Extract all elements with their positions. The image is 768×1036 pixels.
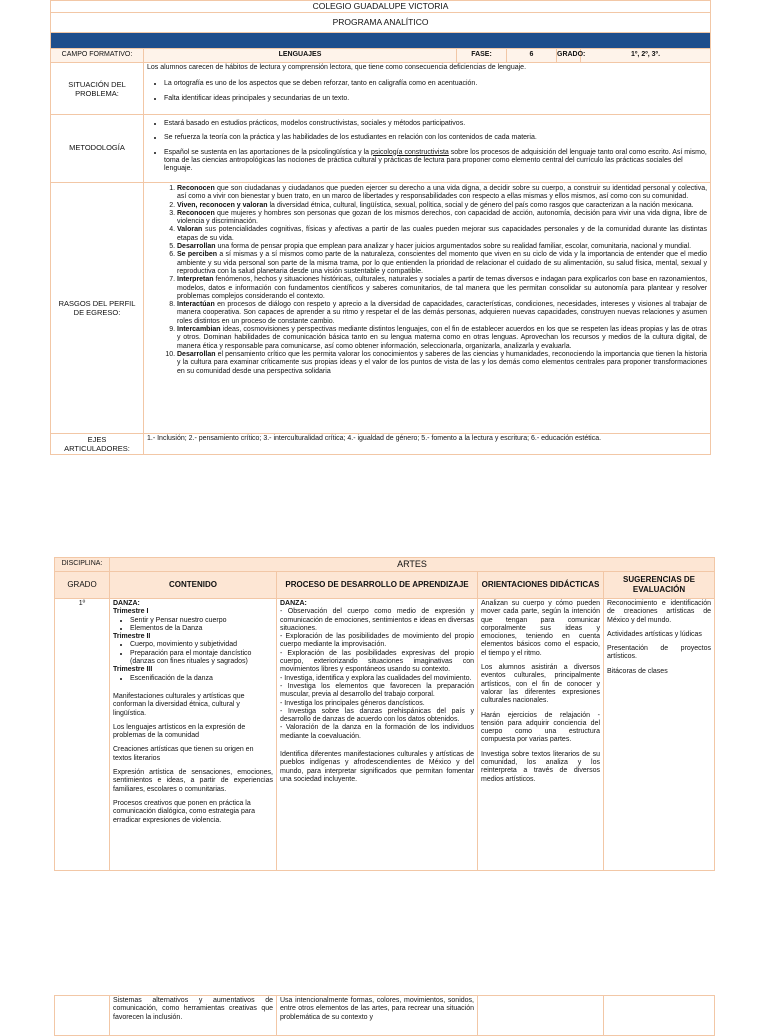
- contenido-para: Manifestaciones culturales y artísticas que conforman la diversidad étnica, cultural y lingüística.: [113, 692, 245, 717]
- rasgo-item: 10. Desarrollan el pensamiento crítico que les permita valorar los conocimientos y saberes de las ciencias y humanidades, reconociendo la importancia que tienen la historia y la cultura para examinar críticamente sus propias ideas y el valor de los puntos de vista de las y los demás como elementos centrales para proponer transformaciones en su comunidad desde una perspectiva solidaria: [177, 351, 707, 376]
- orientaciones-cell: [478, 996, 604, 1036]
- rasgos-label: RASGOS DEL PERFIL DE EGRESO:: [51, 183, 144, 434]
- rasgos-list: [147, 185, 707, 376]
- rasgo-item: 2. Viven, reconocen y valoran la diversidad étnica, cultural, lingüística, sexual, política, social y de género del país como rasgos que caracterizan a la nación mexicana.: [177, 202, 707, 210]
- proceso-item: - Investiga los elementos que favorecen la preparación muscular, previa al desarrollo del trabajo corporal.: [280, 682, 474, 699]
- evaluacion-cell: [604, 996, 715, 1036]
- header-contenido: CONTENIDO: [110, 572, 277, 599]
- contenido-item: • Preparación para el montaje dancístico (danzas con fines rituales y sagrados): [130, 650, 273, 667]
- proceso-item: - Exploración de las posibilidades expresivas del propio cuerpo, exteriorizando situaciones imaginativas con movimientos libres y espontáneos usando su contexto.: [280, 649, 474, 674]
- contenido-para: Los lenguajes artísticos en la expresión de problemas de la comunidad: [113, 723, 246, 740]
- contenido-cell: DANZA: Trimestre I • Sentir y Pensar nuestro cuerpo • Elementos de la Danza Trimestre II • Cuerpo, movimiento y subjetividad • Preparación para el montaje dancístico (danzas con fines rituales y sagrados) Trimestre III • Escenificación de la danza Manifestaciones culturales y artísticas que conforman la diversidad étnica, cultural y lingüística. Los lenguajes artísticos en la expresión de problemas de la comunidad Creaciones artísticas que tienen su origen en textos literarios Expresión artística de sensaciones, emociones, sentimientos e ideas, a partir de experiencias familiares, escolares o comunitarias. Procesos creativos que ponen en práctica la comunicación dialógica, como estrategia para erradicar expresiones de violencia.: [110, 599, 277, 871]
- rasgo-item: 7. Interpretan fenómenos, hechos y situaciones históricas, culturales, naturales y sociales a partir de temas diversos e indagan para explicarlos con base en razonamientos, modelos, datos e información con fundamentos científicos y saberes comunitarios, de tal manera que les permitan consolidar su autonomía para plantear y resolver problemas complejos considerando el contexto.: [177, 276, 707, 301]
- evaluacion-item: Actividades artísticas y lúdicas: [607, 630, 702, 638]
- rasgo-item: 8. Interactúan en procesos de diálogo con respeto y aprecio a la diversidad de capacidades, características, condiciones, necesidades, intereses y visiones al trabajar de manera cooperativa. Son capaces de aprender a su ritmo y respetar el de las demás personas, adquieren nuevas capacidades, construyen nuevas relaciones y asumen roles distintos en un proceso de constante cambio.: [177, 301, 707, 326]
- header-orientaciones: ORIENTACIONES DIDÁCTICAS: [478, 572, 604, 599]
- proceso-item: - Observación del cuerpo como medio de expresión y comunicación de emociones, sentimientos e ideas en diversas situaciones.: [280, 608, 474, 632]
- proceso-cell: DANZA: - Observación del cuerpo como medio de expresión y comunicación de emociones, sentimientos e ideas en diversas situaciones. - Exploración de las posibilidades de movimiento del propio cuerpo mediante la improvisación. - Exploración de las posibilidades expresivas del propio cuerpo, exteriorizando situaciones imaginativas con movimientos libres y espontáneos usando su contexto. - Investiga, identifica y explora las cualidades del movimiento. - Investiga los elementos que favorecen la preparación muscular, previa al desarrollo del trabajo corporal. - Investiga los principales géneros dancísticos. - Investiga sobre las danzas prehispánicas del país y desarrollo de danzas de acuerdo con los datos obtenidos. - Valoración de la danza en la formación de los individuos mediante la coevaluación. Identifica diferentes manifestaciones culturales y artísticas de pueblos indígenas y afrodescendientes de México y del mundo, para interpretar significados que permitan fomentar una sociedad incluyente.: [277, 599, 478, 871]
- rasgos-content: [144, 183, 711, 434]
- rasgo-item: 6. Se perciben a sí mismas y a sí mismos como parte de la naturaleza, conscientes del momento que viven en su ciclo de vida y la importancia de entender que el medio ambiente y su vida personal son parte de la misma trama, por lo que entienden la prioridad de relacionar el cuidado de su alimentación, su salud física, mental, sexual y reproductiva con la salud planetaria desde una visión sustentable y compatible.: [177, 251, 707, 276]
- rasgo-item: 1. Reconocen que son ciudadanas y ciudadanos que pueden ejercer su derecho a una vida digna, a decidir sobre su cuerpo, a construir su identidad personal y colectiva, así como a vivir con bienestar y buen trato, en un marco de libertades y responsabilidades con respecto a ellas mismas y ellos mismos, así como con su comunidad.: [177, 185, 707, 202]
- orientacion-para: Los alumnos asistirán a diversos eventos culturales, principalmente artísticos, con el fin de conocer y valorar las diferentes expresiones culturales nacionales.: [481, 664, 600, 705]
- header-grado: GRADO: [55, 572, 110, 599]
- situacion-label: SITUACIÓN DEL PROBLEMA:: [51, 63, 144, 115]
- orientacion-para: Harán ejercicios de relajación - tensión para adquirir conciencia del cuerpo como una estructura compuesta por varias partes.: [481, 711, 600, 744]
- situacion-bullet: • La ortografía es uno de los aspectos que se deben reforzar, tanto en caligrafía como en acentuación.: [164, 80, 707, 88]
- proceso-item: - Investiga sobre las danzas prehispánicas del país y desarrollo de danzas de acuerdo con los datos obtenidos.: [280, 707, 474, 724]
- proceso-item: - Investiga los principales géneros dancísticos.: [280, 699, 425, 707]
- contenido-item: • Elementos de la Danza: [130, 625, 273, 633]
- campo-label: CAMPO FORMATIVO:: [51, 49, 144, 63]
- situacion-content: [144, 63, 711, 115]
- disciplina-label: DISCIPLINA:: [55, 558, 110, 572]
- proceso-cell: Usa intencionalmente formas, colores, movimientos, sonidos, entre otros elementos de las artes, para recrear una situación problemática de su contexto y: [277, 996, 478, 1036]
- evaluacion-cell: [604, 599, 715, 871]
- rasgo-item: 5. Desarrollan una forma de pensar propia que emplean para analizar y hacer juicios argumentados sobre su realidad familiar, escolar, comunitaria, nacional y mundial.: [177, 243, 707, 251]
- contenido-item: • Escenificación de la danza: [130, 675, 273, 683]
- header-evaluacion: SUGERENCIAS DE EVALUACIÓN: [604, 572, 715, 599]
- program-table: [50, 0, 711, 455]
- grado-cell: [55, 996, 110, 1036]
- header-proceso: PROCESO DE DESARROLLO DE APRENDIZAJE: [277, 572, 478, 599]
- evaluacion-item: Reconocimiento e identificación de creaciones artísticas de México y del mundo.: [607, 600, 712, 624]
- contenido-para: Creaciones artísticas que tienen su origen en textos literarios: [113, 746, 254, 762]
- evaluacion-item: Presentación de proyectos artísticos.: [607, 645, 712, 661]
- contenido-item: • Cuerpo, movimiento y subjetividad: [130, 641, 273, 649]
- ejes-value: 1.- Inclusión; 2.- pensamiento crítico; 3.- interculturalidad crítica; 4.- igualdad de género; 5.- fomento a la lectura y escritura; 6.- educación estética.: [144, 434, 711, 455]
- contenido-para: Expresión artística de sensaciones, emociones, sentimientos e ideas, a partir de experiencias familiares, escolares o comunitarias.: [113, 769, 273, 793]
- proceso-item: - Valoración de la danza en la formación de los individuos mediante la coevaluación.: [280, 724, 474, 740]
- rasgo-item: 4. Valoran sus potencialidades cognitivas, físicas y afectivas a partir de las cuales pueden mejorar sus capacidades personales y de la comunidad durante las distintas etapas de su vida.: [177, 226, 707, 243]
- contenido-cell: Sistemas alternativos y aumentativos de comunicación, como herramientas creativas que favorecen la inclusión.: [110, 996, 277, 1036]
- contenido-item: • Sentir y Pensar nuestro cuerpo: [130, 617, 273, 625]
- rasgo-item: 3. Reconocen que mujeres y hombres son personas que gozan de los mismos derechos, con capacidad de acción, autonomía, decisión para vivir una vida digna, libre de violencia y discriminación.: [177, 210, 707, 227]
- header-bar: [51, 33, 711, 49]
- orientaciones-cell: [478, 599, 604, 871]
- metodologia-bullet: • Estará basado en estudios prácticos, modelos constructivistas, sociales y métodos participativos.: [164, 120, 707, 128]
- metodologia-bullet: • Se refuerza la teoría con la práctica y las habilidades de los estudiantes en relación con los contenidos de cada materia.: [164, 134, 707, 142]
- proceso-extra: Identifica diferentes manifestaciones culturales y artísticas de pueblos indígenas y afrodescendientes de México y del mundo, para interpretar significados que permitan fomentar una sociedad incluyente.: [280, 751, 474, 783]
- grado-value: 1º, 2º, 3º.: [581, 49, 711, 63]
- disciplina-value: ARTES: [110, 558, 715, 572]
- grado-cell: 1º: [55, 599, 110, 871]
- metodologia-label: METODOLOGÍA: [51, 115, 144, 183]
- proceso-item: - Exploración de las posibilidades de movimiento del propio cuerpo mediante la improvisación.: [280, 633, 474, 649]
- evaluacion-item: Bitácoras de clases: [607, 667, 668, 675]
- orientacion-para: Investiga sobre textos literarios de su comunidad, los analiza y los reinterpreta a través de diversos medios artísticos.: [481, 750, 600, 783]
- situacion-intro: Los alumnos carecen de hábitos de lectura y comprensión lectora, que tiene como consecuencia deficiencias de lenguaje.: [147, 64, 527, 71]
- proceso-item: - Investiga, identifica y explora las cualidades del movimiento.: [280, 674, 472, 682]
- orientacion-para: Analizan su cuerpo y cómo pueden mover cada parte, según la intención que tengan para comunicar corporalmente sus ideas y emociones, teniendo en cuenta elementos básicos como el espacio, el tiempo y el ritmo.: [481, 600, 600, 657]
- rasgo-item: 9. Intercambian ideas, cosmovisiones y perspectivas mediante distintos lenguajes, con el fin de establecer acuerdos en los que se respeten las ideas propias y las de otras y otros. Dominan habilidades de comunicación básica tanto en su lengua materna como en otras lenguas. Aprovechan los recursos y medios de la cultura digital, de manera ética y responsable para comunicarse, así como obtener información, seleccionarla, organizarla, analizarla y evaluarla.: [177, 326, 707, 351]
- school-name: COLEGIO GUADALUPE VICTORIA: [51, 1, 711, 13]
- fase-value: 6: [507, 49, 557, 63]
- metodologia-content: [144, 115, 711, 183]
- fase-label: FASE:: [457, 49, 507, 63]
- situacion-bullet: • Falta identificar ideas principales y secundarias de un texto.: [164, 95, 707, 103]
- contenido-para: Procesos creativos que ponen en práctica la comunicación dialógica, como estrategia para erradicar expresiones de violencia.: [113, 799, 256, 824]
- artes-table-continued: [54, 995, 715, 1036]
- artes-table: [54, 557, 715, 871]
- ejes-label: EJES ARTICULADORES:: [51, 434, 144, 455]
- campo-value: LENGUAJES: [144, 49, 457, 63]
- grado-label: GRADO:: [557, 49, 581, 63]
- program-title: PROGRAMA ANALÍTICO: [51, 13, 711, 33]
- metodologia-bullet: • Español se sustenta en las aportaciones de la psicolingüística y la psicología constructivista sobre los procesos de adquisición del lenguaje tanto oral como escrito. Así mismo, toma de las ciencias antropológicas las nociones de práctica cultural y prácticas de lectura para proponer como elemento central del currículo las prácticas sociales del lenguaje.: [164, 149, 707, 174]
